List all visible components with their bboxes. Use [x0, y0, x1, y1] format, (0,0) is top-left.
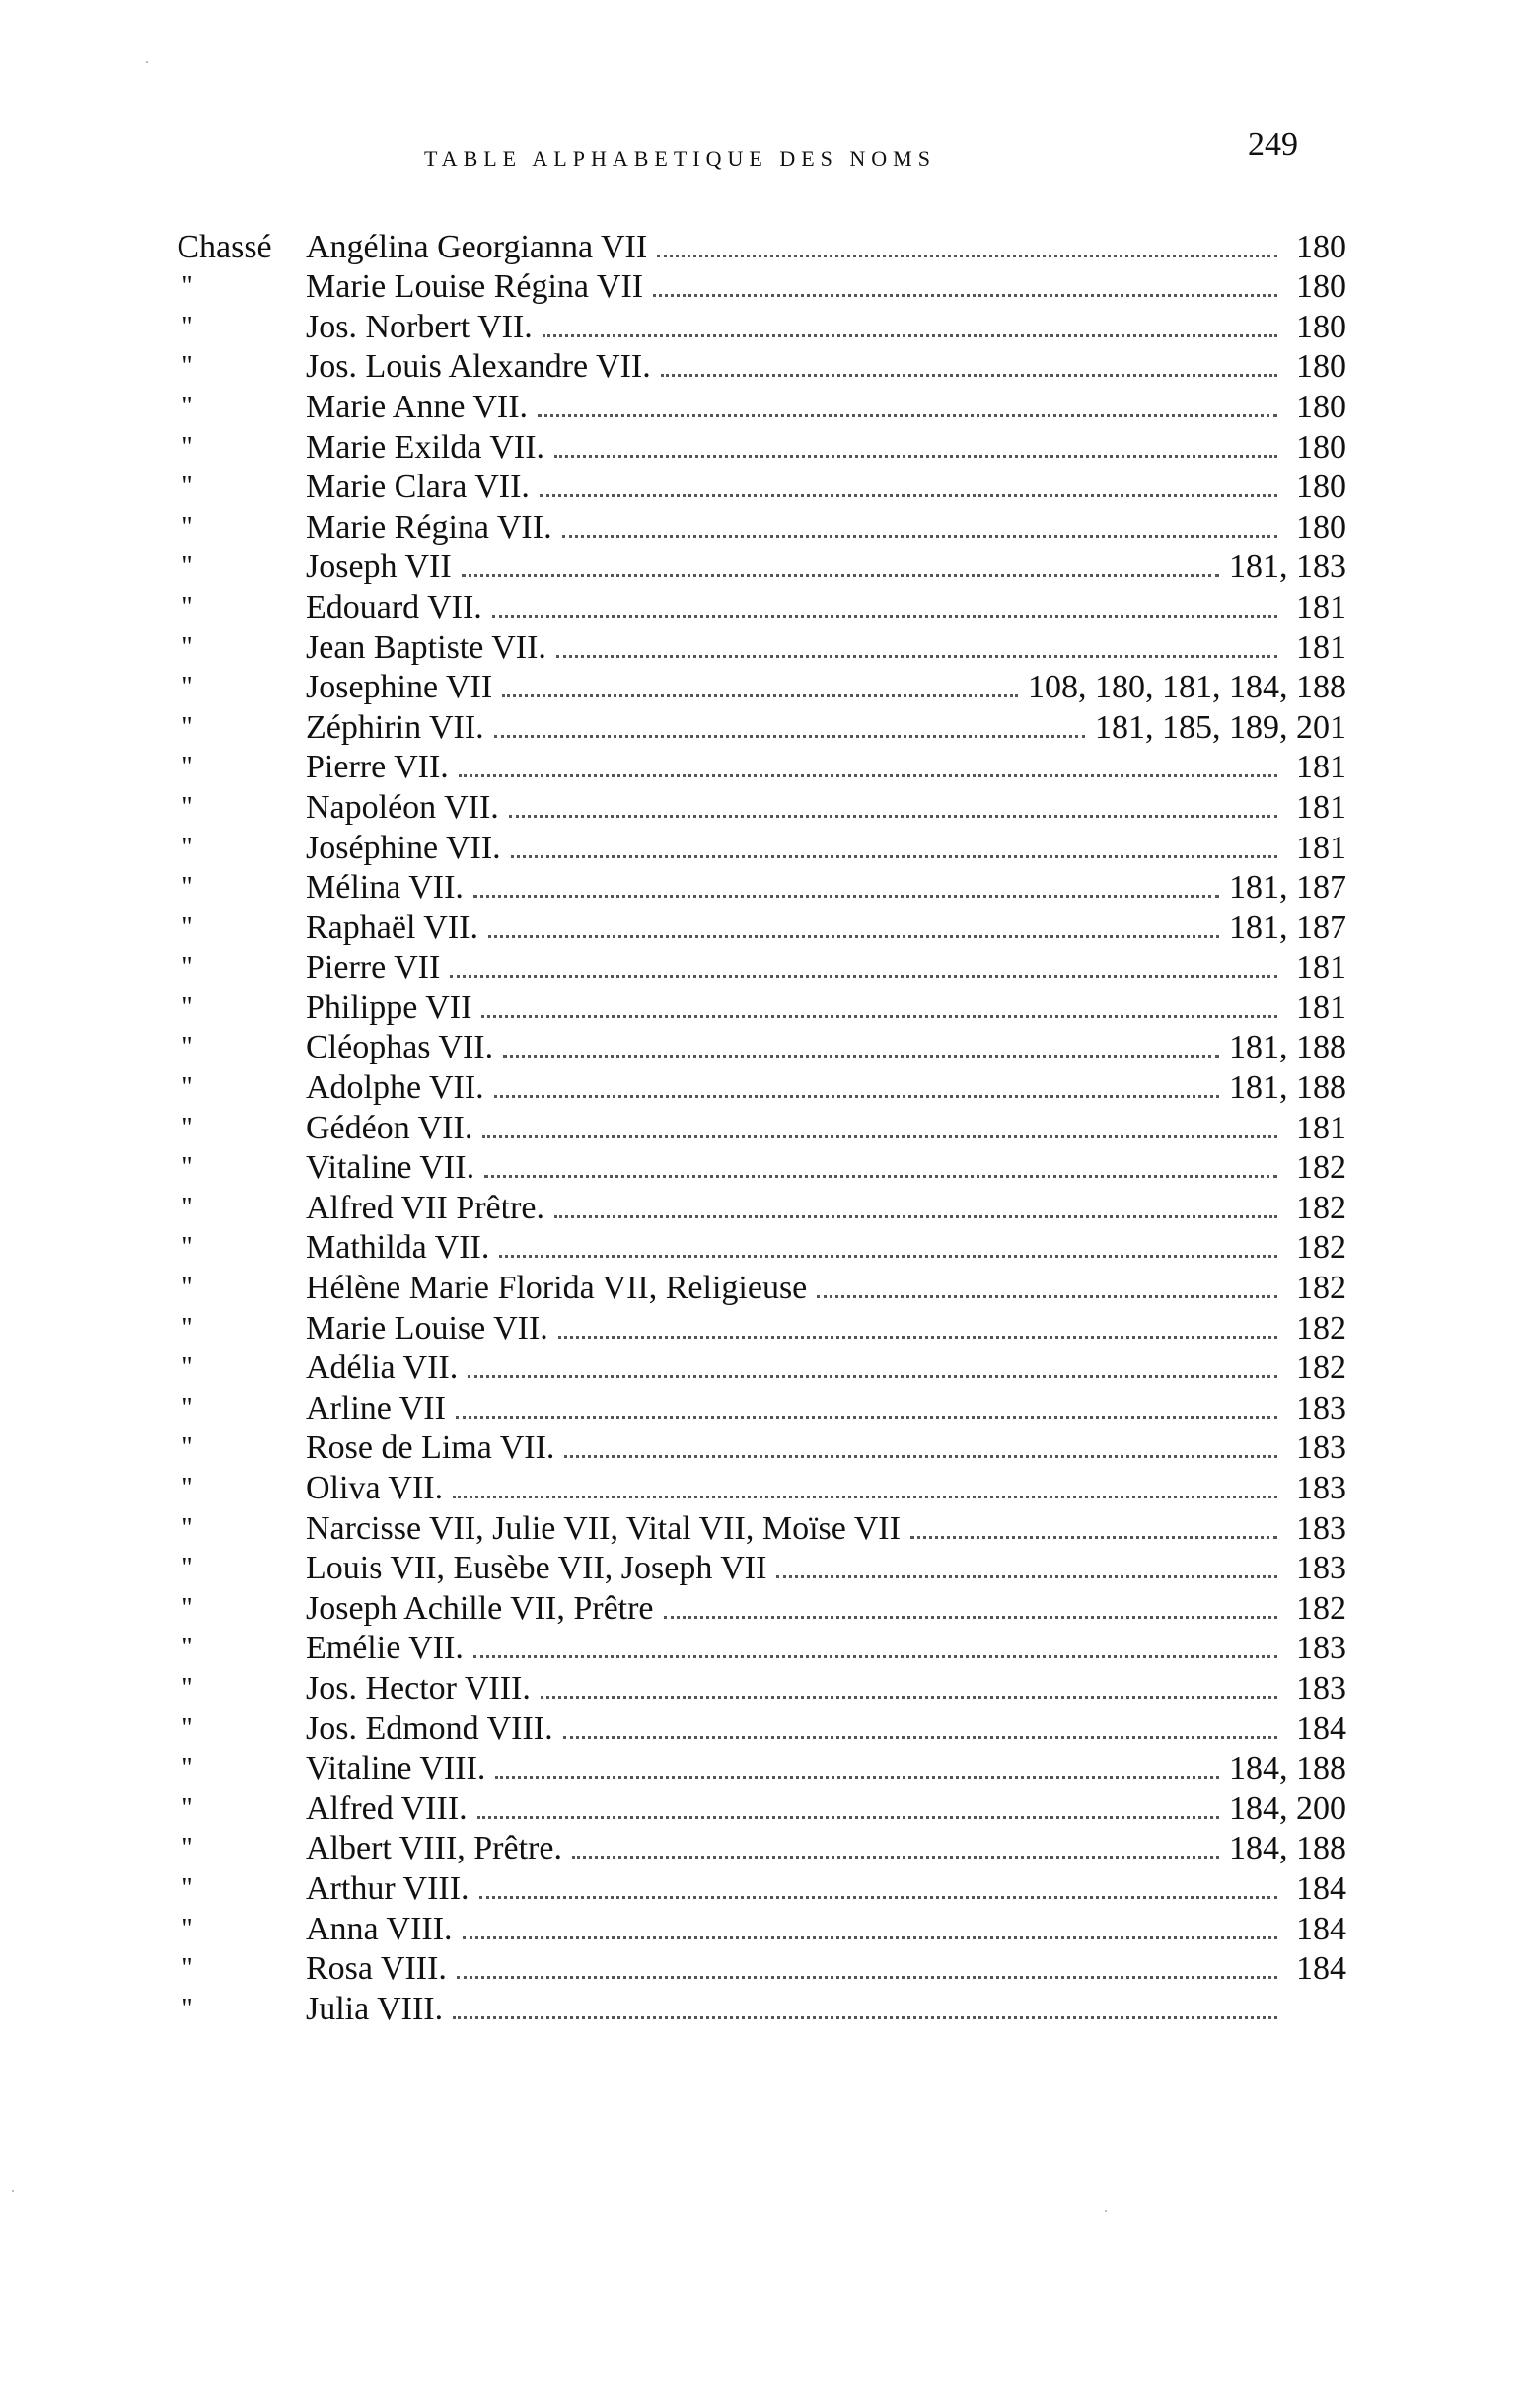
index-entry — [143, 828, 1346, 868]
index-entry — [143, 547, 1346, 588]
entry-given-name: Pierre VII — [306, 949, 441, 986]
entry-given-name: Oliva VII. — [306, 1470, 444, 1506]
entry-page-refs: 183 — [1296, 1470, 1346, 1506]
dot-leader — [462, 573, 1219, 577]
entry-given-name: Joséphine VII. — [306, 829, 501, 866]
entry-given-name: Vitaline VIII. — [306, 1750, 486, 1788]
entry-page-refs: 183 — [1296, 1630, 1346, 1667]
entry-page-refs: 182 — [1296, 1309, 1346, 1347]
ditto-mark: " — [181, 591, 193, 622]
entry-given-name: Marie Clara VII. — [306, 469, 530, 506]
entry-page-refs: 181 — [1296, 588, 1346, 625]
ditto-mark: " — [181, 791, 193, 823]
entry-page-refs: 180 — [1296, 388, 1346, 425]
entry-given-name: Pierre VII. — [306, 749, 449, 786]
index-entry — [143, 1629, 1346, 1669]
entry-given-name: Philippe VII — [306, 988, 472, 1026]
index-entry — [143, 1588, 1346, 1629]
entry-page-refs: 183 — [1296, 1389, 1346, 1426]
entry-page-refs: 184 — [1296, 1869, 1346, 1907]
entry-page-refs: 183 — [1296, 1550, 1346, 1587]
entry-page-refs: 184 — [1296, 1910, 1346, 1947]
scan-speck — [12, 2190, 14, 2192]
ditto-mark: " — [181, 1792, 193, 1824]
dot-leader — [502, 693, 1018, 697]
entry-given-name: Albert VIII, Prêtre. — [306, 1830, 562, 1867]
entry-given-name: Jos. Edmond VIII. — [306, 1710, 553, 1747]
index-entry — [143, 347, 1346, 388]
entry-page-refs: 181, 187 — [1229, 909, 1346, 946]
ditto-mark: " — [181, 711, 193, 743]
dot-leader — [450, 974, 1277, 978]
index-entry — [143, 1949, 1346, 1990]
entry-surname: Chassé — [177, 228, 272, 265]
ditto-mark: " — [181, 1352, 193, 1384]
dot-leader — [910, 1535, 1277, 1539]
dot-leader — [453, 1495, 1277, 1498]
entry-given-name: Jean Baptiste VII. — [306, 628, 546, 666]
dot-leader — [482, 1134, 1277, 1138]
dot-leader — [492, 614, 1277, 618]
ditto-mark: " — [181, 391, 193, 422]
entry-page-refs: 181, 187 — [1229, 869, 1346, 907]
ditto-mark: " — [181, 1833, 193, 1864]
ditto-mark: " — [181, 1072, 193, 1104]
entry-given-name: Arthur VIII. — [306, 1869, 470, 1907]
ditto-mark: " — [181, 271, 193, 303]
dot-leader — [554, 454, 1277, 458]
index-entry — [143, 1668, 1346, 1709]
index-entry — [143, 227, 1346, 267]
ditto-mark: " — [181, 1633, 193, 1664]
entry-given-name: Josephine VII — [306, 669, 493, 706]
entry-page-refs: 184, 200 — [1229, 1789, 1346, 1827]
entry-given-name: Mélina VII. — [306, 869, 464, 907]
ditto-mark: " — [181, 1112, 193, 1143]
scan-speck — [146, 61, 148, 63]
ditto-mark: " — [181, 1672, 193, 1704]
entry-given-name: Vitaline VII. — [306, 1149, 475, 1187]
index-entry — [143, 748, 1346, 788]
entry-given-name: Adélia VII. — [306, 1350, 459, 1387]
entry-page-refs: 180 — [1296, 469, 1346, 506]
index-entry — [143, 267, 1346, 308]
entry-page-refs: 180 — [1296, 428, 1346, 466]
ditto-mark: " — [181, 752, 193, 783]
dot-leader — [495, 1775, 1219, 1779]
entry-page-refs: 182 — [1296, 1270, 1346, 1307]
dot-leader — [511, 854, 1277, 858]
ditto-mark: " — [181, 1232, 193, 1264]
ditto-mark: " — [181, 1753, 193, 1785]
dot-leader — [499, 1254, 1277, 1258]
entry-given-name: Marie Louise VII. — [306, 1309, 548, 1347]
entry-given-name: Julia VIII. — [306, 1990, 444, 2027]
dot-leader — [562, 534, 1277, 538]
dot-leader — [563, 1735, 1277, 1739]
index-entry — [143, 468, 1346, 508]
dot-leader — [503, 1054, 1219, 1058]
dot-leader — [572, 1855, 1219, 1859]
index-entry — [143, 787, 1346, 828]
index-entry — [143, 1868, 1346, 1909]
dot-leader — [661, 373, 1277, 377]
scan-speck — [1105, 2210, 1107, 2212]
ditto-mark: " — [181, 431, 193, 463]
entry-given-name: Mathilda VII. — [306, 1229, 490, 1267]
index-entry — [143, 1428, 1346, 1469]
index-entry — [143, 1508, 1346, 1549]
entry-given-name: Rose de Lima VII. — [306, 1429, 555, 1467]
entry-page-refs: 181, 183 — [1229, 548, 1346, 586]
index-entry — [143, 507, 1346, 547]
entry-page-refs: 183 — [1296, 1429, 1346, 1467]
dot-leader — [494, 734, 1085, 738]
entry-given-name: Raphaël VII. — [306, 909, 478, 946]
dot-leader — [484, 1174, 1277, 1178]
entry-given-name: Hélène Marie Florida VII, Religieuse — [306, 1270, 808, 1307]
entry-page-refs: 184 — [1296, 1710, 1346, 1747]
index-entry — [143, 1349, 1346, 1389]
index-entry — [143, 1108, 1346, 1148]
ditto-mark: " — [181, 1953, 193, 1985]
ditto-mark: " — [181, 631, 193, 663]
entry-page-refs: 182 — [1296, 1189, 1346, 1226]
ditto-mark: " — [181, 991, 193, 1023]
dot-leader — [538, 413, 1277, 417]
index-entry — [143, 1829, 1346, 1869]
entry-page-refs: 181 — [1296, 988, 1346, 1026]
entry-page-refs: 182 — [1296, 1229, 1346, 1267]
dot-leader — [556, 654, 1277, 658]
entry-page-refs: 182 — [1296, 1589, 1346, 1627]
index-entry — [143, 948, 1346, 988]
ditto-mark: " — [181, 1512, 193, 1544]
index-entry — [143, 387, 1346, 427]
entry-given-name: Adolphe VII. — [306, 1069, 484, 1107]
index-entry — [143, 1709, 1346, 1749]
index-entry — [143, 587, 1346, 627]
index-entry — [143, 1308, 1346, 1349]
entry-given-name: Louis VII, Eusèbe VII, Joseph VII — [306, 1550, 767, 1587]
ditto-mark: " — [181, 311, 193, 342]
dot-leader — [817, 1294, 1277, 1298]
entry-given-name: Jos. Louis Alexandre VII. — [306, 348, 651, 386]
entry-given-name: Marie Exilda VII. — [306, 428, 545, 466]
entry-page-refs: 180 — [1296, 348, 1346, 386]
entry-given-name: Narcisse VII, Julie VII, Vital VII, Moïse VII — [306, 1509, 901, 1547]
index-entry — [143, 307, 1346, 347]
dot-leader — [481, 1014, 1277, 1018]
index-entry — [143, 1749, 1346, 1789]
index-entry — [143, 987, 1346, 1028]
page-number: 249 — [1248, 126, 1298, 163]
index-entry — [143, 908, 1346, 948]
ditto-mark: " — [181, 551, 193, 583]
entry-given-name: Anna VIII. — [306, 1910, 453, 1947]
index-entry — [143, 1067, 1346, 1108]
index-entry — [143, 1028, 1346, 1068]
ditto-mark: " — [181, 1273, 193, 1304]
entry-page-refs: 181 — [1296, 1109, 1346, 1146]
dot-leader — [653, 293, 1277, 297]
entry-given-name: Angélina Georgianna VII — [306, 228, 648, 265]
index-entry — [143, 1788, 1346, 1829]
index-entry — [143, 1909, 1346, 1949]
entry-page-refs: 181, 188 — [1229, 1069, 1346, 1107]
ditto-mark: " — [181, 1553, 193, 1584]
ditto-mark: " — [181, 672, 193, 703]
index-entry — [143, 627, 1346, 668]
entry-page-refs: 180 — [1296, 228, 1346, 265]
dot-leader — [657, 254, 1277, 257]
ditto-mark: " — [181, 1473, 193, 1503]
dot-leader — [540, 493, 1277, 497]
entry-given-name: Napoléon VII. — [306, 788, 499, 826]
dot-leader — [554, 1214, 1277, 1218]
dot-leader — [456, 1415, 1277, 1419]
dot-leader — [664, 1615, 1277, 1619]
entry-page-refs: 181 — [1296, 788, 1346, 826]
index-entry — [143, 427, 1346, 468]
index-entry — [143, 707, 1346, 748]
entry-page-refs: 184, 188 — [1229, 1750, 1346, 1788]
index-entry — [143, 1468, 1346, 1508]
entry-page-refs: 181 — [1296, 628, 1346, 666]
entry-given-name: Jos. Hector VIII. — [306, 1669, 531, 1707]
ditto-mark: " — [181, 952, 193, 984]
index-entry — [143, 1188, 1346, 1228]
entry-page-refs: 181 — [1296, 949, 1346, 986]
index-entry — [143, 1148, 1346, 1189]
entry-page-refs: 180 — [1296, 508, 1346, 546]
index-entry — [143, 1549, 1346, 1589]
dot-leader — [488, 934, 1219, 938]
ditto-mark: " — [181, 1432, 193, 1464]
dot-leader — [453, 2015, 1277, 2019]
entry-page-refs: 181 — [1296, 829, 1346, 866]
ditto-mark: " — [181, 1592, 193, 1624]
dot-leader — [477, 1815, 1219, 1819]
entry-page-refs: 181, 188 — [1229, 1029, 1346, 1066]
ditto-mark: " — [181, 1993, 193, 2024]
dot-leader — [468, 1374, 1277, 1378]
dot-leader — [459, 773, 1277, 777]
entry-page-refs: 184 — [1296, 1950, 1346, 1988]
ditto-mark: " — [181, 872, 193, 904]
entry-page-refs: 182 — [1296, 1149, 1346, 1187]
index-entry — [143, 668, 1346, 708]
ditto-mark: " — [181, 1032, 193, 1063]
entry-page-refs: 181 — [1296, 749, 1346, 786]
ditto-mark: " — [181, 832, 193, 863]
dot-leader — [494, 1094, 1219, 1098]
ditto-mark: " — [181, 351, 193, 383]
dot-leader — [543, 333, 1277, 337]
entry-given-name: Alfred VIII. — [306, 1789, 468, 1827]
dot-leader — [541, 1695, 1277, 1699]
index-entry — [143, 1268, 1346, 1308]
entry-given-name: Cléophas VII. — [306, 1029, 494, 1066]
ditto-mark: " — [181, 1312, 193, 1344]
entry-given-name: Gédéon VII. — [306, 1109, 473, 1146]
ditto-mark: " — [181, 1392, 193, 1423]
ditto-mark: " — [181, 511, 193, 543]
ditto-mark: " — [181, 1713, 193, 1744]
ditto-mark: " — [181, 1152, 193, 1184]
dot-leader — [473, 894, 1219, 898]
index-entry — [143, 1989, 1346, 2029]
dot-leader — [558, 1335, 1277, 1339]
ditto-mark: " — [181, 472, 193, 503]
entry-page-refs: 180 — [1296, 308, 1346, 345]
entry-page-refs: 183 — [1296, 1509, 1346, 1547]
entry-given-name: Rosa VIII. — [306, 1950, 447, 1988]
entry-given-name: Alfred VII Prêtre. — [306, 1189, 545, 1226]
name-index-list — [143, 227, 1346, 2029]
ditto-mark: " — [181, 1913, 193, 1944]
entry-page-refs: 181, 185, 189, 201 — [1095, 708, 1346, 746]
index-entry — [143, 868, 1346, 909]
index-entry — [143, 1228, 1346, 1269]
entry-given-name: Zéphirin VII. — [306, 708, 484, 746]
ditto-mark: " — [181, 1192, 193, 1223]
entry-given-name: Jos. Norbert VII. — [306, 308, 533, 345]
dot-leader — [564, 1454, 1277, 1458]
entry-page-refs: 108, 180, 181, 184, 188 — [1028, 669, 1346, 706]
ditto-mark: " — [181, 1872, 193, 1904]
entry-page-refs: 182 — [1296, 1350, 1346, 1387]
entry-given-name: Arline VII — [306, 1389, 446, 1426]
dot-leader — [509, 814, 1277, 818]
entry-page-refs: 184, 188 — [1229, 1830, 1346, 1867]
dot-leader — [776, 1574, 1277, 1578]
entry-given-name: Marie Régina VII. — [306, 508, 552, 546]
dot-leader — [473, 1654, 1277, 1658]
entry-given-name: Marie Louise Régina VII — [306, 268, 644, 306]
dot-leader — [479, 1895, 1277, 1899]
index-entry — [143, 1388, 1346, 1428]
entry-given-name: Joseph Achille VII, Prêtre — [306, 1589, 654, 1627]
entry-page-refs: 180 — [1296, 268, 1346, 306]
entry-given-name: Emélie VII. — [306, 1630, 464, 1667]
entry-given-name: Marie Anne VII. — [306, 388, 529, 425]
dot-leader — [463, 1935, 1277, 1939]
entry-given-name: Edouard VII. — [306, 588, 482, 625]
entry-page-refs: 183 — [1296, 1669, 1346, 1707]
dot-leader — [457, 1975, 1277, 1979]
entry-given-name: Joseph VII — [306, 548, 452, 586]
ditto-mark: " — [181, 912, 193, 943]
running-header: TABLE ALPHABETIQUE DES NOMS — [424, 146, 936, 171]
